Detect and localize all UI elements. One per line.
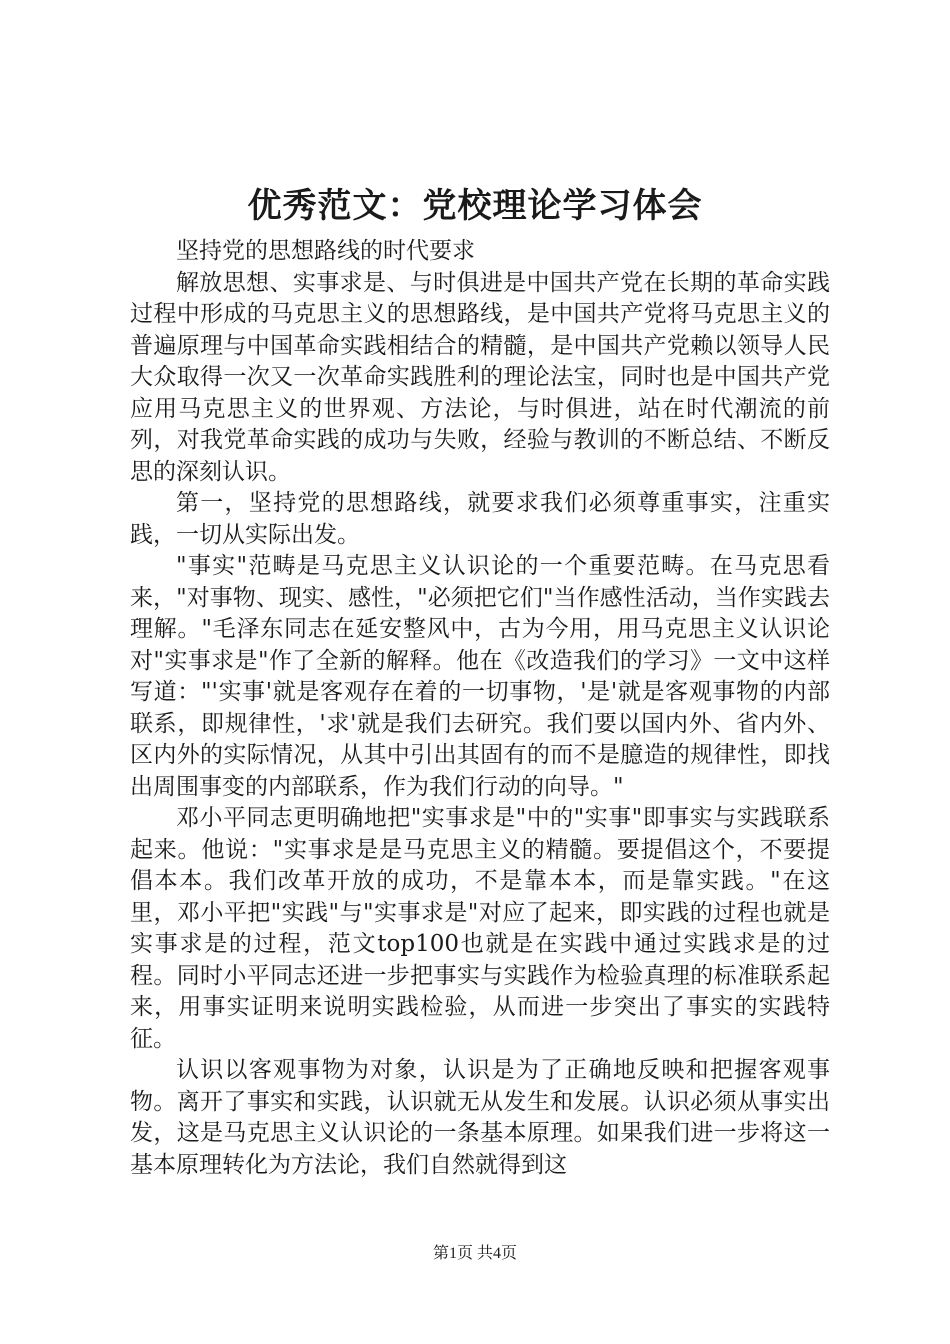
page-number-footer: 第1页 共4页 bbox=[432, 1245, 517, 1262]
document-body bbox=[130, 236, 830, 1181]
paragraph: 解放思想、实事求是、与时俱进是中国共产党在长期的革命实践过程中形成的马克思主义的思想路线，是中国共产党将马克思主义的普遍原理与中国革命实践相结合的精髓，是中国共产党赖以领导人民大众取得一次又一次革命实践胜利的理论法宝，同时也是中国共产党应用马克思主义的世界观、方法论，与时俱进，站在时代潮流的前列，对我党革命实践的成功与失败，经验与教训的不断总结、不断反思的深刻认识。 bbox=[130, 269, 830, 485]
paragraph: 认识以客观事物为对象，认识是为了正确地反映和把握客观事物。离开了事实和实践，认识就无从发生和发展。认识必须从事实出发，这是马克思主义认识论的一条基本原理。如果我们进一步将这一基本原理转化为方法论，我们自然就得到这 bbox=[130, 1057, 830, 1178]
document-title: 优秀范文：党校理论学习体会 bbox=[247, 186, 703, 226]
paragraph: "事实"范畴是马克思主义认识论的一个重要范畴。在马克思看来，"对事物、现实、感性，"必须把它们"当作感性活动，当作实践去理解。"毛泽东同志在延安整风中，古为今用，用马克思主义认识论对"实事求是"作了全新的解释。他在《改造我们的学习》一文中这样写道："'实事'就是客观存在着的一切事物，'是'就是客观事物的内部联系，即规律性，'求'就是我们去研究。我们要以国内外、省内外、区内外的实际情况，从其中引出其固有的而不是臆造的规律性，即找出周围事变的内部联系，作为我们行动的向导。" bbox=[130, 553, 830, 800]
section-heading: 坚持党的思想路线的时代要求 bbox=[176, 238, 475, 264]
paragraph: 邓小平同志更明确地把"实事求是"中的"实事"即事实与实践联系起来。他说："实事求是是马克思主义的精髓。要提倡这个，不要提倡本本。我们改革开放的成功，不是靠本本，而是靠实践。"在这里，邓小平把"实践"与"实事求是"对应了起来，即实践的过程也就是实事求是的过程，范文top100也就是在实践中通过实践求是的过程。同时小平同志还进一步把事实与实践作为检验真理的标准联系起来，用事实证明来说明实践检验，从而进一步突出了事实的实践特征。 bbox=[130, 805, 830, 1052]
paragraph: 第一，坚持党的思想路线，就要求我们必须尊重事实，注重实践，一切从实际出发。 bbox=[130, 490, 830, 548]
